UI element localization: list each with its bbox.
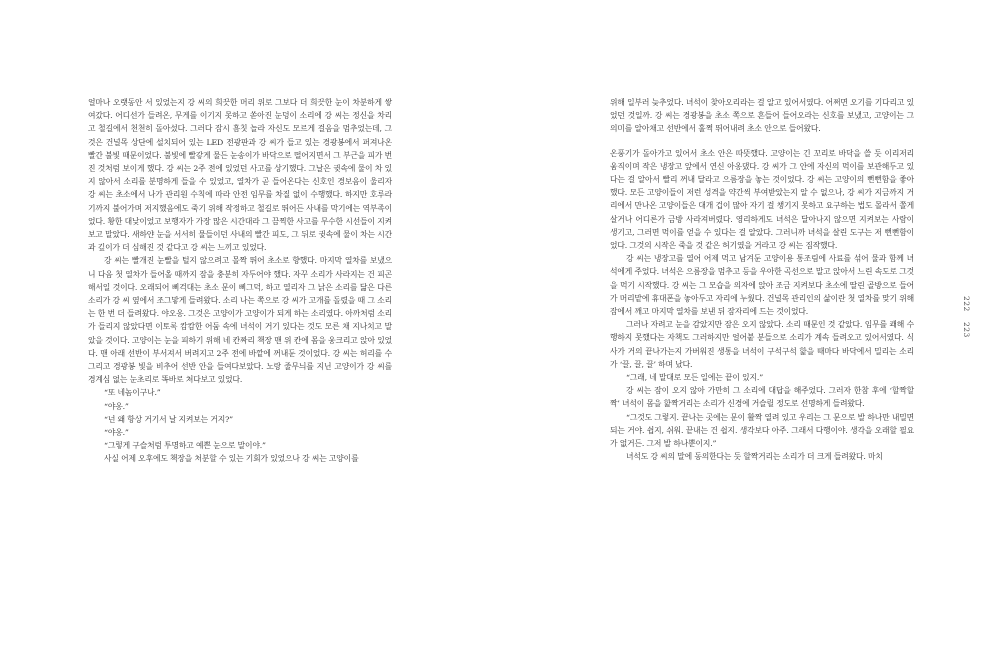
left-page	[88, 96, 392, 466]
paragraph: 녀석도 강 씨의 말에 동의한다는 듯 할짝거리는 소리가 더 크게 들려왔다. 마치	[626, 452, 883, 462]
dialogue-line: “넌 왜 항상 거기서 날 지켜보는 거지?”	[104, 414, 234, 424]
paragraph: 강 씨는 냉장고를 열어 어제 먹고 남겨둔 고양이용 통조림에 사료를 섞어 물과 함께 녀석에게 주었다. 녀석은 으름장을 멈추고 등을 우아한 곡선으로 말고 앉아서 느린 속도로 그것을 먹기 시작했다. 강 씨는 그 모습을 의자에 앉아 조금 지켜보다 초소에 딸린 골방으로 들어가 머리맡에 휴대폰을 놓아두고 자리에 누웠다. 건널목 관리인의 삶이란 첫 열차를 맞기 위해 잠에서 깨고 마지막 열차를 보낸 뒤 잠자리에 드는 것이었다.	[610, 254, 914, 317]
dialogue-line: “또 네놈이구나.”	[104, 388, 161, 398]
paragraph: 강 씨는 잠이 오지 않아 가만히 그 소리에 대답을 해주었다. 그러자 한참 후에 ‘할짝할짝’ 녀석이 몸을 핥짝거리는 소리가 신경에 거슬릴 정도로 선명하게 들려왔다.	[610, 386, 914, 409]
dialogue-line: “그것도 그렇지. 끝나는 곳에는 문이 활짝 열려 있고 우리는 그 문으로 발 하나만 내밀면 되는 거야. 쉽지, 쉬워. 끝내는 건 쉽지. 생각보다 아주. 그래서 다행이야. 생각을 오래할 필요가 없거든. 그저 발 하나뿐이지.”	[610, 412, 914, 449]
paragraph: 위해 일부러 늦추었다. 녀석이 찾아오리라는 걸 알고 있어서였다. 어쩌면 오기를 기다리고 있었던 것일까. 강 씨는 경광봉을 초소 쪽으로 흔들어 들어오라는 신호를 보냈고, 고양이는 그 의미를 알아채고 선반에서 훌쩍 뛰어내려 초소 안으로 들어왔다.	[610, 98, 914, 134]
paragraph: 그러나 자려고 눈을 감았지만 잠은 오지 않았다. 소리 때문인 것 같았다. 임무를 쾌해 수행하지 못했다는 자책도 그러하지만 얼어붙 분들으로 소리가 계속 들려오고 있어서였다. 식사가 거의 끝나가는지 가버워진 생통을 녀석이 구석구석 핥을 때마다 바닥에서 밀리는 소리가 ‘끌, 끌, 끌’ 하며 났다.	[610, 320, 914, 369]
paragraph: 얼마나 오랫동안 서 있었는지 강 씨의 희끗한 머리 위로 그보다 더 희끗한 눈이 차분하게 쌓여갔다. 어디선가 들려온, 무게를 이기지 못하고 쏟아진 눈덩이 소리에 강 씨는 정신을 차리고 철길에서 천천히 돌아섰다. 그러다 잠시 흠칫 놀라 자신도 모르게 걸음을 멈추었는데, 그것은 건널목 상단에 설치되어 있는 LED 전광판과 강 씨가 들고 있는 경광봉에서 퍼져나온 빨간 불빛 때문이었다. 불빛에 빨갛게 물든 눈송이가 바닥으로 떨어지면서 그 부근을 피가 번진 것처럼 보이게 했다. 강 씨는 2주 전에 있었던 사고를 상기했다. 그날은 귓속에 물이 차 있지 않아서 소리를 분명하게 들을 수 있었고, 열차가 곧 들어온다는 신호인 경보음이 울리자 강 씨는 초소에서 나가 관리원 수칙에 따라 안전 임무를 차질 없이 수행했다. 하지만 호루라기까지 불어가며 저지했음에도 죽기 위해 작정하고 철길로 뛰어든 사내를 막기에는 역부족이었다. 황한 대낮이었고 보행자가 가장 많은 시간대라 그 끔찍한 사고를 무수한 시선들이 지켜보고 말았다. 새하얀 눈을 서서히 물들이던 사내의 빨간 피도, 그 뒤로 귓속에 물이 차는 시간과 깊이가 더 심해진 것 같다고 강 씨는 느끼고 있었다.	[88, 98, 392, 253]
dialogue-line: “야옹.”	[104, 401, 129, 411]
dialogue-line: “그래, 네 말대로 모든 일에는 끝이 있지.”	[626, 373, 764, 383]
dialogue-line: “야옹.”	[104, 428, 129, 438]
paragraph: 온풍기가 돌아가고 있어서 초소 안은 따뜻했다. 고양이는 긴 꼬리로 바닥을 쓸 듯 이리저리 움직이며 작은 냉장고 앞에서 연신 아옹댔다. 강 씨가 그 안에 자신의 먹이를 보관해두고 있다는 걸 알아서 빨리 꺼내 달라고 으름장을 놓는 것이었다. 강 씨는 고양이의 뻔뻔함을 좋아했다. 모든 고양이들이 저런 성격을 약간씩 부여받았는지 알 수 없으나, 강 씨가 지금까지 거리에서 만나온 고양이들은 대개 겁이 많아 자기 걸 챙기지 못하고 요구하는 법도 몰라서 쫄게 살거나 어디론가 금방 사라져버렸다. 영리하게도 녀석은 달아나지 않으면 지켜보는 사람이 생기고, 그러면 먹이를 얻을 수 있다는 걸 알았다. 그러니까 녀석을 살린 도구는 저 뻔뻔함이었다. 그것의 시작은 죽을 것 같은 허기였을 거라고 강 씨는 짐작했다.	[610, 148, 914, 251]
right-page	[610, 96, 914, 463]
paragraph: 사실 어제 오후에도 책장을 처분할 수 있는 기회가 있었으나 강 씨는 고양이를	[104, 454, 359, 464]
paragraph: 강 씨는 빨개진 눈빨을 털지 않으려고 몰짝 뛰어 초소로 향했다. 마지막 열차를 보냈으니 다음 첫 열차가 들어올 때까지 잠을 충분히 자두어야 했다. 자꾸 소리가 사라지는 건 피곤해서일 것이다. 오래되어 삐걱대는 초소 문이 삐그덕, 하고 열리자 그 낡은 소리를 닮은 다른 소리가 강 씨 옆에서 조그맣게 들려왔다. 소리 나는 쪽으로 강 씨가 고개를 돌렸을 때 그 소리는 한 번 더 들려왔다. 야오옹. 그것은 고양이가 고양이가 되게 하는 소리였다. 아까처럼 소리가 들리지 않았다면 이토록 캄캄한 어둠 속에 녀석이 거기 있다는 것도 모른 채 지나치고 말았을 것이다. 고양이는 눈을 피하기 위해 네 칸짜리 책장 맨 위 칸에 몸을 웅크리고 앉아 있었다. 맨 아래 선반이 부서져서 버려지고 2주 전에 바깥에 꺼내둔 것이었다. 강 씨는 허리를 수그리고 경광봉 빛을 비추어 선반 안을 들여다보았다. 노랑 줄무늬를 지닌 고양이가 강 씨를 경계심 없는 눈초리로 똑바로 쳐다보고 있었다.	[88, 256, 392, 385]
dialogue-line: “그렇게 구슬처럼 투명하고 예쁜 눈으로 말이야.”	[104, 441, 266, 451]
page-number-right: 223	[962, 322, 971, 338]
page-number-left: 222	[962, 296, 971, 312]
